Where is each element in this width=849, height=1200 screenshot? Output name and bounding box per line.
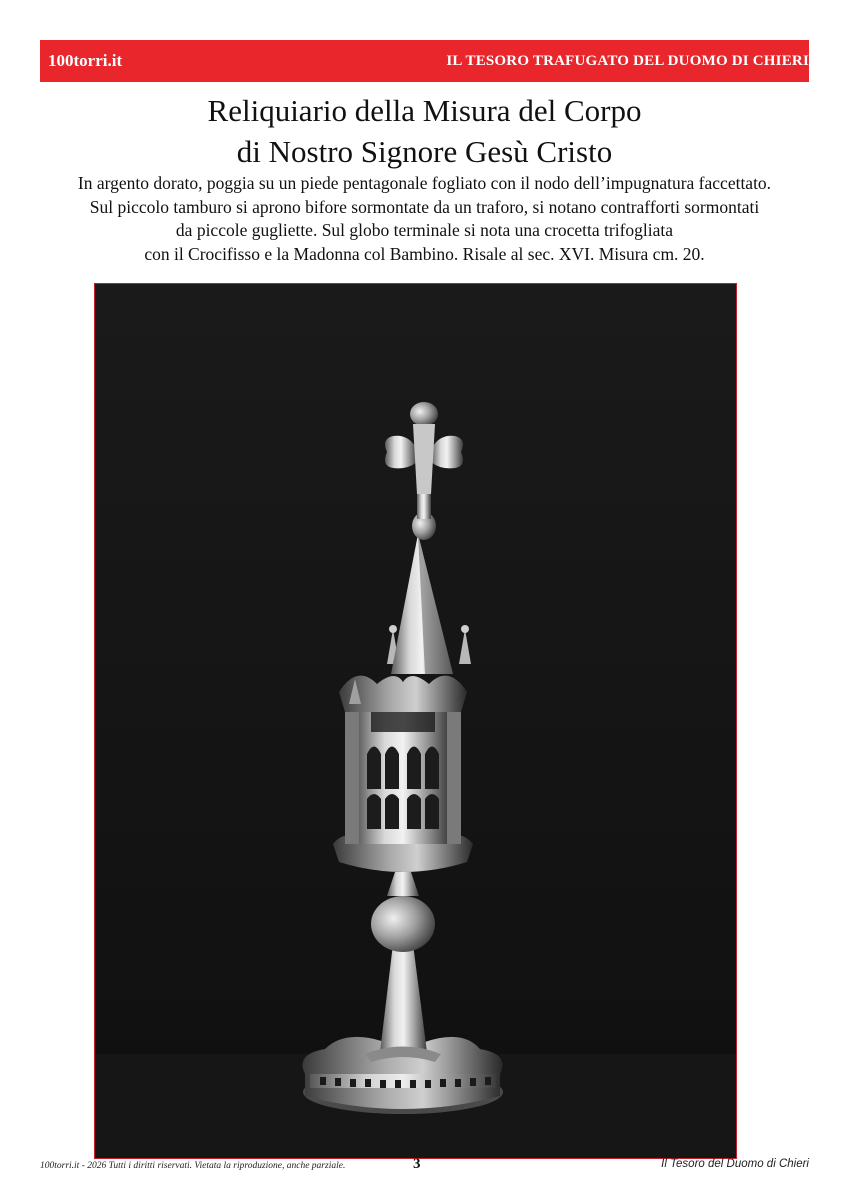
site-name: 100torri.it: [48, 51, 123, 70]
description-line-4: con il Crocifisso e la Madonna col Bambino. Risale al sec. XVI. Misura cm. 20.: [144, 243, 705, 264]
header-bar: [40, 40, 809, 82]
description-line-1: In argento dorato, poggia su un piede pentagonale fogliato con il nodo dell’impugnatura faccettato.: [77, 173, 772, 193]
page-title-line-2: di Nostro Signore Gesù Cristo: [236, 134, 613, 169]
description-line-3: da piccole gugliette. Sul globo terminale si nota una crocetta trifogliata: [175, 220, 674, 240]
footer-publication-title: Il Tesoro del Duomo di Chieri: [661, 1158, 809, 1170]
page-number: 3: [413, 1156, 421, 1172]
page-title: [0, 90, 849, 172]
section-title: IL TESORO TRAFUGATO DEL DUOMO DI CHIERI: [446, 52, 809, 69]
reliquary-illustration: [95, 284, 736, 1158]
description-line-2: Sul piccolo tamburo si aprono bifore sormontate da un traforo, si notano contrafforti sormontati: [89, 196, 760, 217]
footer-copyright: 100torri.it - 2026 Tutti i diritti riservati. Vietata la riproduzione, anche parziale.: [40, 1161, 346, 1171]
reliquary-photo: [94, 283, 737, 1159]
page-title-line-1: Reliquiario della Misura del Corpo: [207, 93, 642, 128]
description: [30, 172, 819, 266]
